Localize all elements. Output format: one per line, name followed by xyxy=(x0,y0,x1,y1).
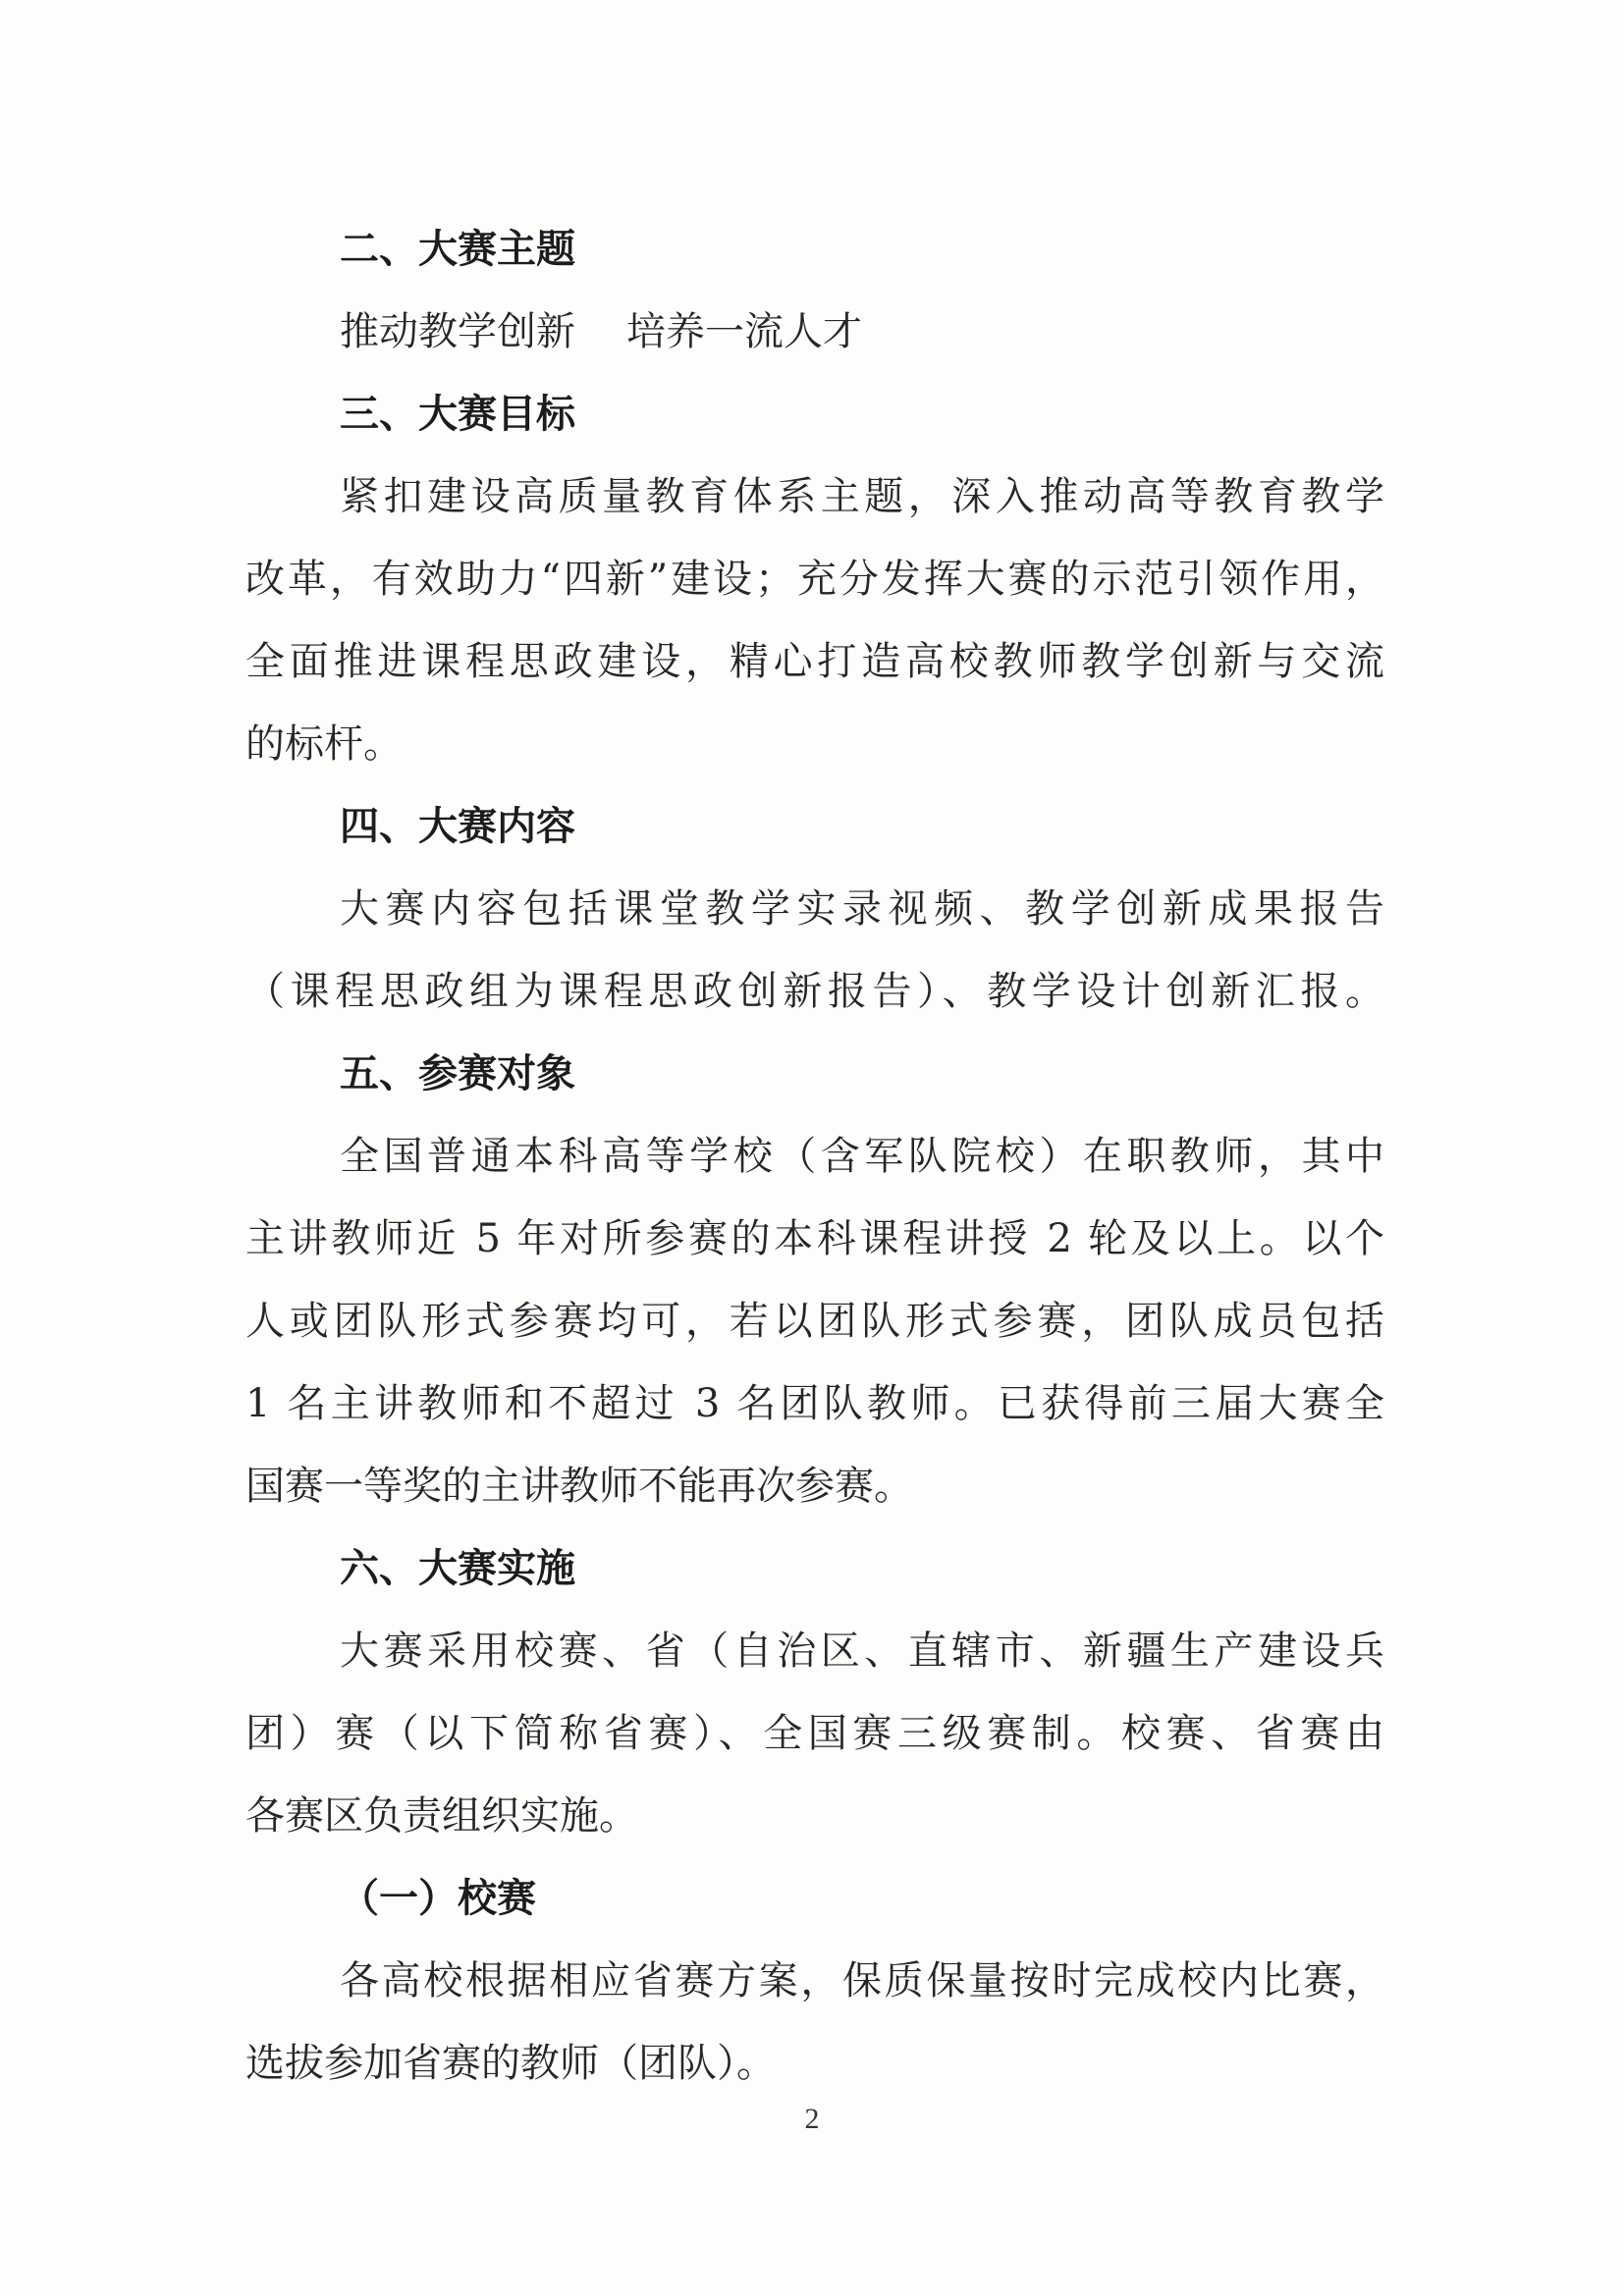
section-heading-theme: 二、大赛主题 xyxy=(340,227,575,272)
section-heading-content: 四、大赛内容 xyxy=(340,804,575,849)
theme-text xyxy=(245,291,1384,373)
paragraph-line: 改革，有效助力“四新”建设；充分发挥大赛的示范引领作用， xyxy=(245,557,1384,602)
paragraph-line: 各赛区负责组织实施。 xyxy=(245,1793,638,1839)
section-heading-implementation: 六、大赛实施 xyxy=(340,1546,575,1591)
theme-text-part-2: 培养一流人才 xyxy=(626,309,862,354)
section-heading-goal: 三、大赛目标 xyxy=(340,392,575,437)
paragraph-line: 团）赛（以下简称省赛）、全国赛三级赛制。校赛、省赛由 xyxy=(245,1711,1384,1756)
theme-text-part-1: 推动教学创新 xyxy=(340,309,575,354)
paragraph-line: 全面推进课程思政建设，精心打造高校教师教学创新与交流 xyxy=(245,639,1384,684)
paragraph-line: 的标杆。 xyxy=(245,721,403,767)
paragraph-line: 全国普通本科高等学校（含军队院校）在职教师，其中 xyxy=(340,1134,1384,1179)
section-heading-participants: 五、参赛对象 xyxy=(340,1051,575,1096)
paragraph-line: 各高校根据相应省赛方案，保质保量按时完成校内比赛， xyxy=(340,1958,1384,2003)
paragraph-line: 主讲教师近 5 年对所参赛的本科课程讲授 2 轮及以上。以个 xyxy=(245,1216,1384,1261)
paragraph-line: 紧扣建设高质量教育体系主题，深入推动高等教育教学 xyxy=(340,474,1384,519)
paragraph-line: 1 名主讲教师和不超过 3 名团队教师。已获得前三届大赛全 xyxy=(245,1381,1384,1426)
paragraph-line: 选拔参加省赛的教师（团队）。 xyxy=(245,2041,776,2086)
paragraph-line: 人或团队形式参赛均可，若以团队形式参赛，团队成员包括 xyxy=(245,1299,1384,1344)
paragraph-line: （课程思政组为课程思政创新报告）、教学设计创新汇报。 xyxy=(245,969,1384,1014)
paragraph-line: 大赛内容包括课堂教学实录视频、教学创新成果报告 xyxy=(340,886,1384,932)
page-number: 2 xyxy=(804,2103,820,2135)
paragraph-line: 国赛一等奖的主讲教师不能再次参赛。 xyxy=(245,1464,913,1509)
subsection-heading-school-round: （一）校赛 xyxy=(340,1876,536,1921)
paragraph-line: 大赛采用校赛、省（自治区、直辖市、新疆生产建设兵 xyxy=(340,1629,1384,1674)
document-body xyxy=(245,208,1384,2105)
